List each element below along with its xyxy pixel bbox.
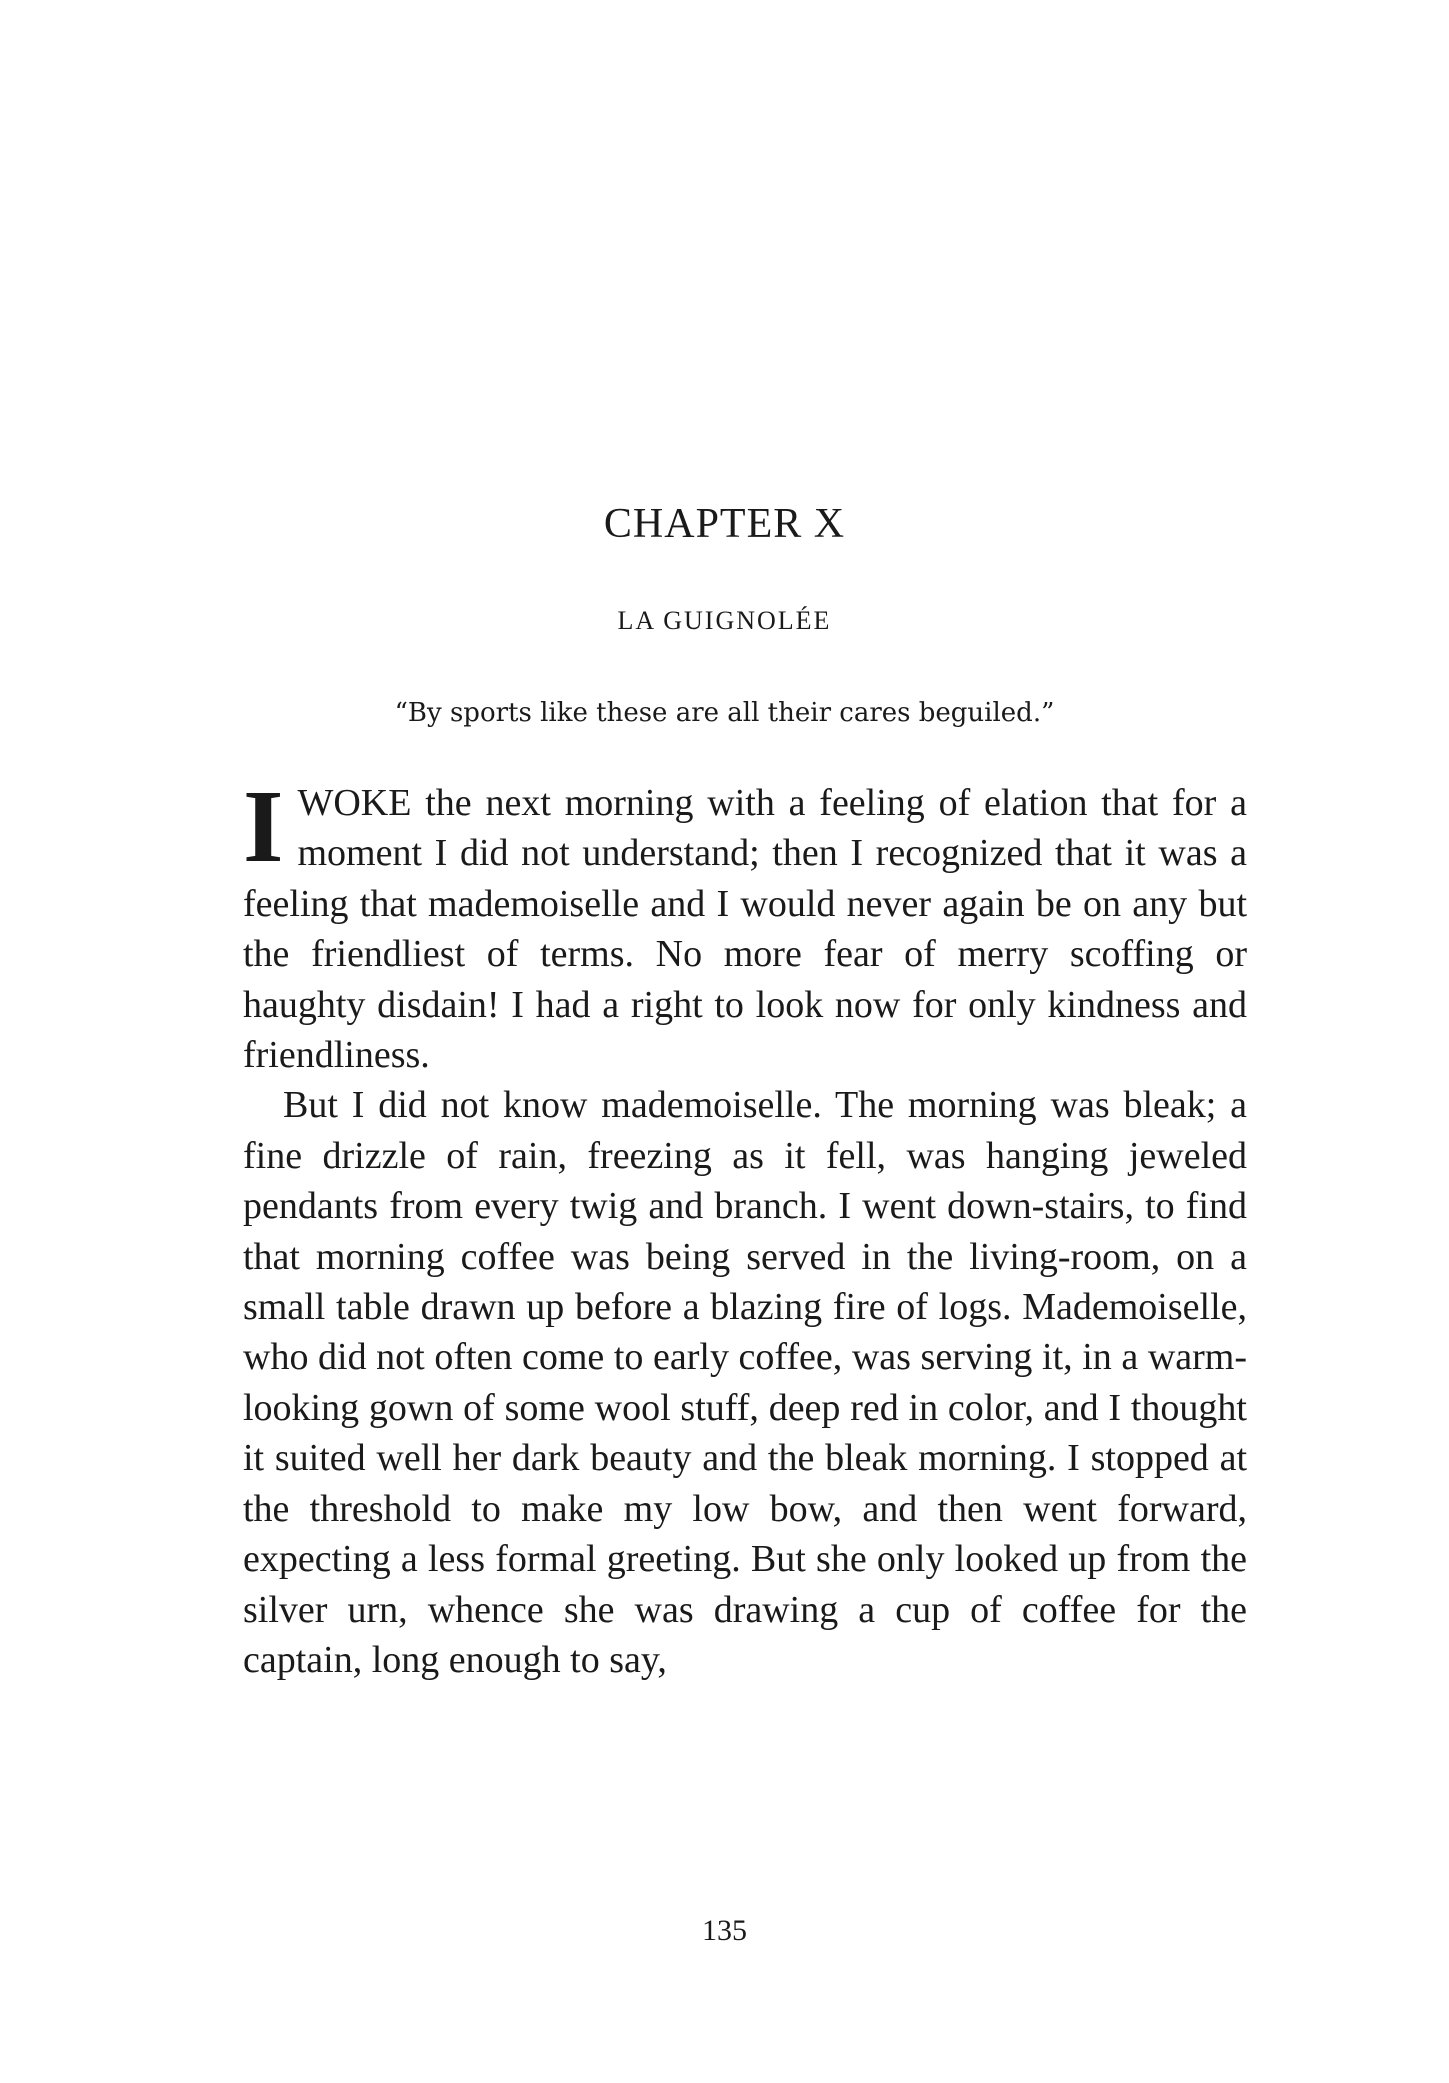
epigraph: “By sports like these are all their cares beguiled.” xyxy=(394,698,1055,728)
paragraph-1-text: the next morning with a feeling of elation that for a moment I did not understand; then I recognized that it was a feeling that mademoiselle and I would never again be on any but the friendliest of terms. No more fear of merry scoffing or haughty disdain! I had a right to look now for only kindness and friendliness. xyxy=(243,782,1247,1077)
drop-cap: I xyxy=(243,769,284,884)
chapter-body xyxy=(243,769,1247,1685)
paragraph-2: But I did not know mademoiselle. The morning was bleak; a fine drizzle of rain, freezing as it fell, was hanging jeweled pendants from every twig and branch. I went down-stairs, to find that morning coffee was being served in the living-room, on a small table drawn up before a blazing fire of logs. Mademoiselle, who did not often come to early coffee, was serving it, in a warm-looking gown of some wool stuff, deep red in color, and I thought it suited well her dark beauty and the bleak morning. I stopped at the threshold to make my low bow, and then went forward, expecting a less formal greeting. But she only looked up from the silver urn, whence she was drawing a cup of coffee for the captain, long enough to say, xyxy=(243,1084,1247,1681)
chapter-subtitle: LA GUIGNOLÉE xyxy=(617,606,832,635)
paragraph-1 xyxy=(243,769,1247,1080)
page-number: 135 xyxy=(702,1914,747,1947)
first-words: WOKE xyxy=(297,782,412,824)
chapter-title: CHAPTER X xyxy=(603,501,846,547)
